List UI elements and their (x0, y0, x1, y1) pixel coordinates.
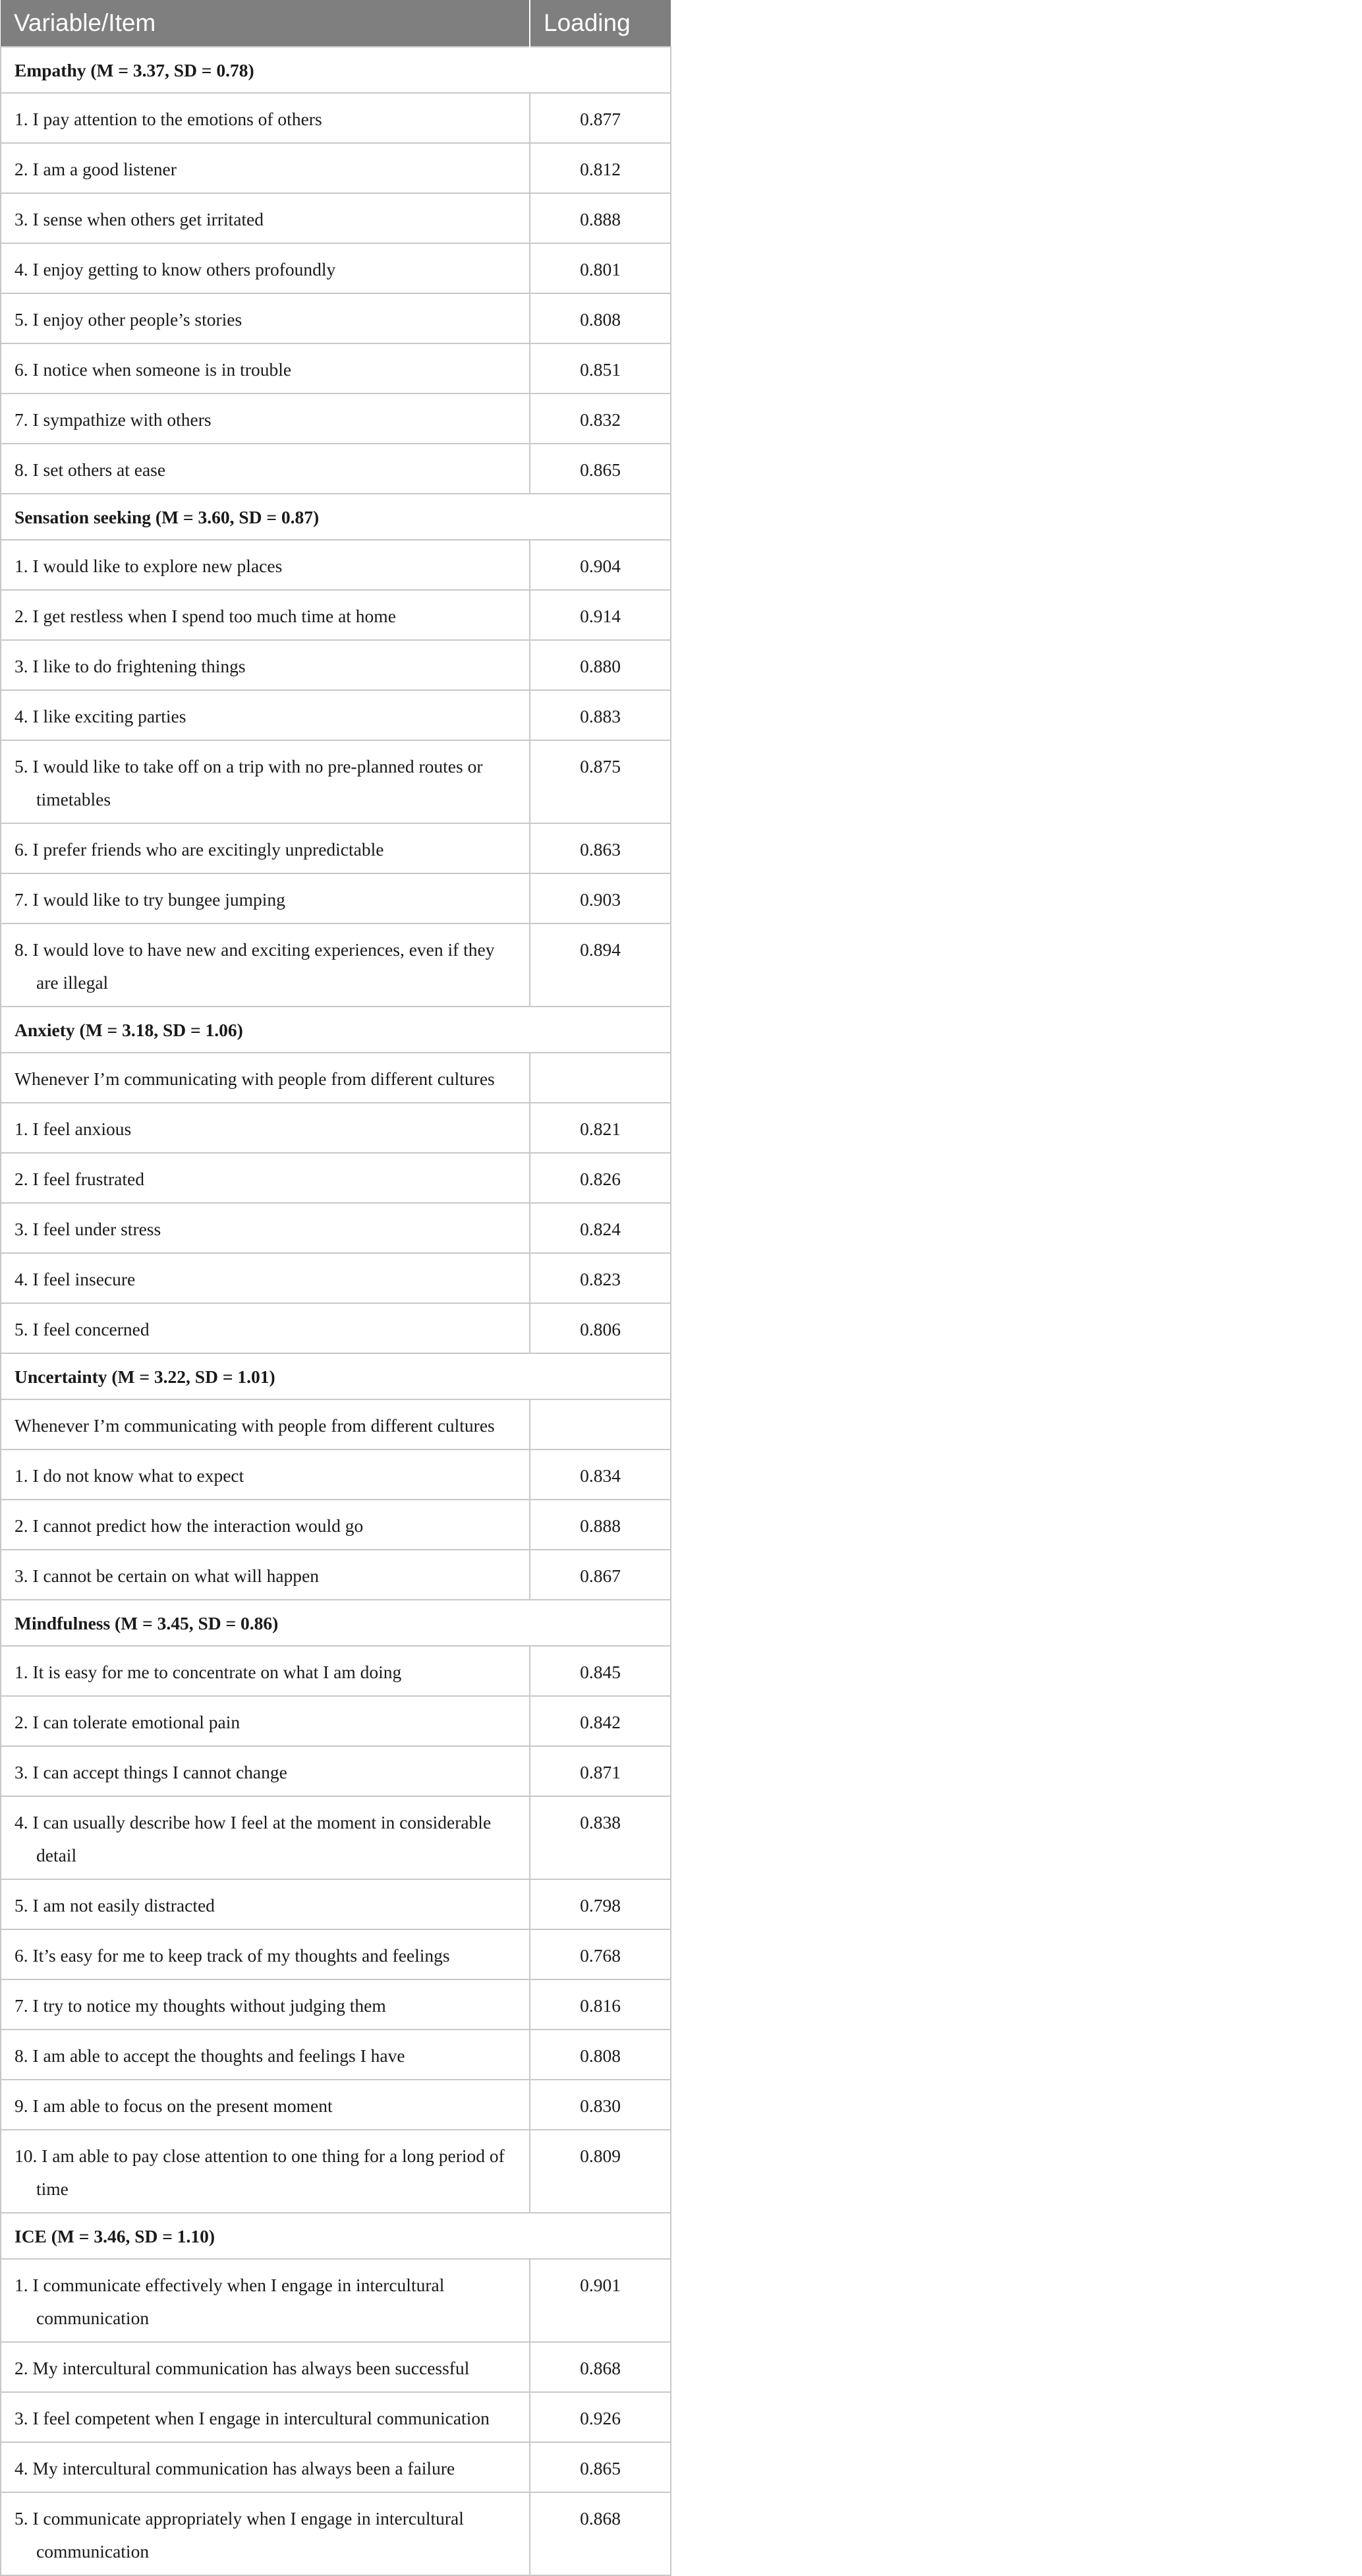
item-loading: 0.914 (530, 590, 671, 640)
item-cell (1, 2130, 530, 2213)
item-loading: 0.808 (530, 293, 671, 343)
item-cell (1, 444, 530, 494)
item-cell (1, 1303, 530, 1353)
section-row (1, 1353, 671, 1399)
section-title: Anxiety (M = 3.18, SD = 1.06) (1, 1007, 671, 1053)
table-row (1, 1796, 671, 1879)
table-row (1, 640, 671, 690)
item-text: 2. I can tolerate emotional pain (14, 1712, 241, 1732)
item-text: 8. I am able to accept the thoughts and feelings I have (14, 2045, 405, 2066)
table-row (1, 1303, 671, 1353)
item-loading: 0.842 (530, 1696, 671, 1746)
table-row (1, 1929, 671, 1979)
table-row (1, 193, 671, 243)
item-text: 8. I set others at ease (14, 459, 166, 480)
item-loading: 0.798 (530, 1879, 671, 1929)
item-text: 6. It’s easy for me to keep track of my thoughts and feelings (14, 1945, 450, 1966)
item-cell (1, 93, 530, 143)
table-row (1, 1253, 671, 1303)
item-text: 5. I communicate appropriately when I engage in intercultural communication (14, 2508, 464, 2561)
item-text: 5. I feel concerned (14, 1319, 150, 1339)
table-row (1, 1153, 671, 1203)
item-cell (1, 1646, 530, 1696)
item-loading: 0.875 (530, 740, 671, 823)
item-loading: 0.901 (530, 2259, 671, 2342)
item-loading: 0.863 (530, 823, 671, 873)
table-row (1, 394, 671, 444)
table-row (1, 343, 671, 394)
item-text: 1. I pay attention to the emotions of others (14, 109, 322, 129)
table-row (1, 1879, 671, 1929)
item-text: 1. I do not know what to expect (14, 1465, 244, 1486)
section-row (1, 47, 671, 93)
item-cell (1, 293, 530, 343)
item-text: 1. I feel anxious (14, 1119, 132, 1139)
section-row (1, 2213, 671, 2259)
item-loading: 0.903 (530, 873, 671, 923)
item-cell (1, 823, 530, 873)
item-loading: 0.888 (530, 1500, 671, 1550)
table-row (1, 1203, 671, 1253)
header-variable-item: Variable/Item (1, 0, 530, 47)
item-cell (1, 740, 530, 823)
item-cell (1, 2080, 530, 2130)
item-text: 1. It is easy for me to concentrate on what I am doing (14, 1662, 402, 1682)
item-cell (1, 1929, 530, 1979)
item-loading: 0.830 (530, 2080, 671, 2130)
table-row (1, 2259, 671, 2342)
table-row (1, 590, 671, 640)
item-cell (1, 1203, 530, 1253)
section-row (1, 494, 671, 540)
item-cell (1, 343, 530, 394)
item-loading: 0.845 (530, 1646, 671, 1696)
item-text: 3. I cannot be certain on what will happen (14, 1566, 319, 1586)
item-cell (1, 2392, 530, 2442)
item-cell (1, 1696, 530, 1746)
item-text: 4. I like exciting parties (14, 706, 186, 726)
table-row (1, 2080, 671, 2130)
table-row (1, 540, 671, 590)
intro-row (1, 1053, 671, 1103)
item-cell (1, 873, 530, 923)
section-title: ICE (M = 3.46, SD = 1.10) (1, 2213, 671, 2259)
section-row (1, 1600, 671, 1646)
intro-loading-empty (530, 1053, 671, 1103)
table-row (1, 2392, 671, 2442)
item-cell (1, 2342, 530, 2392)
item-text: 7. I sympathize with others (14, 409, 212, 430)
item-cell (1, 243, 530, 293)
item-loading: 0.851 (530, 343, 671, 394)
item-cell (1, 1153, 530, 1203)
item-loading: 0.926 (530, 2392, 671, 2442)
table-row (1, 93, 671, 143)
item-loading: 0.768 (530, 1929, 671, 1979)
item-text: 6. I notice when someone is in trouble (14, 359, 292, 380)
item-text: 9. I am able to focus on the present moment (14, 2095, 333, 2116)
item-loading: 0.838 (530, 1796, 671, 1879)
item-loading: 0.823 (530, 1253, 671, 1303)
item-text: 8. I would love to have new and exciting experiences, even if they are illegal (14, 939, 495, 993)
table-row (1, 2030, 671, 2080)
item-text: 1. I would like to explore new places (14, 556, 283, 576)
item-text: 3. I sense when others get irritated (14, 209, 264, 229)
section-title: Uncertainty (M = 3.22, SD = 1.01) (1, 1353, 671, 1399)
table-row (1, 873, 671, 923)
item-text: 2. I get restless when I spend too much time at home (14, 606, 396, 626)
item-loading: 0.894 (530, 923, 671, 1007)
item-loading: 0.834 (530, 1449, 671, 1500)
item-cell (1, 1449, 530, 1500)
item-loading: 0.877 (530, 93, 671, 143)
item-text: 5. I enjoy other people’s stories (14, 309, 242, 330)
item-cell (1, 640, 530, 690)
item-loading: 0.880 (530, 640, 671, 690)
loadings-table (0, 0, 671, 2576)
item-text: 4. I feel insecure (14, 1269, 136, 1289)
table-row (1, 293, 671, 343)
item-cell (1, 1796, 530, 1879)
item-text: 5. I am not easily distracted (14, 1895, 215, 1916)
section-title: Mindfulness (M = 3.45, SD = 0.86) (1, 1600, 671, 1646)
item-cell (1, 2030, 530, 2080)
item-cell (1, 540, 530, 590)
item-loading: 0.865 (530, 444, 671, 494)
item-loading: 0.809 (530, 2130, 671, 2213)
table-row (1, 1500, 671, 1550)
table-row (1, 1696, 671, 1746)
item-loading: 0.883 (530, 690, 671, 740)
item-text: 7. I would like to try bungee jumping (14, 889, 285, 910)
item-loading: 0.812 (530, 143, 671, 193)
item-loading: 0.801 (530, 243, 671, 293)
table-row (1, 444, 671, 494)
item-text: 2. My intercultural communication has always been successful (14, 2358, 470, 2378)
section-title: Sensation seeking (M = 3.60, SD = 0.87) (1, 494, 671, 540)
table-row (1, 2130, 671, 2213)
table-row (1, 1746, 671, 1796)
table-row (1, 740, 671, 823)
table-row (1, 2442, 671, 2492)
item-loading: 0.808 (530, 2030, 671, 2080)
table-row (1, 823, 671, 873)
section-row (1, 1007, 671, 1053)
item-text: 3. I feel competent when I engage in intercultural communication (14, 2408, 490, 2428)
item-text: 4. My intercultural communication has always been a failure (14, 2458, 455, 2478)
table-row (1, 243, 671, 293)
table-row (1, 690, 671, 740)
item-text: 2. I cannot predict how the interaction would go (14, 1515, 364, 1536)
header-loading: Loading (530, 0, 671, 47)
intro-text: Whenever I’m communicating with people from different cultures (1, 1053, 530, 1103)
item-cell (1, 690, 530, 740)
item-loading: 0.816 (530, 1979, 671, 2030)
intro-row (1, 1399, 671, 1449)
item-text: 3. I can accept things I cannot change (14, 1762, 287, 1782)
item-loading: 0.871 (530, 1746, 671, 1796)
item-cell (1, 1979, 530, 2030)
item-text: 5. I would like to take off on a trip with no pre-planned routes or timetables (14, 756, 483, 809)
item-loading: 0.824 (530, 1203, 671, 1253)
item-cell (1, 2259, 530, 2342)
item-loading: 0.868 (530, 2492, 671, 2575)
item-text: 4. I enjoy getting to know others profoundly (14, 259, 336, 279)
table-row (1, 143, 671, 193)
item-text: 7. I try to notice my thoughts without judging them (14, 1995, 386, 2016)
item-text: 2. I feel frustrated (14, 1169, 144, 1189)
table-row (1, 1550, 671, 1600)
table-body (1, 47, 671, 2575)
table-row (1, 2342, 671, 2392)
item-cell (1, 1746, 530, 1796)
table-row (1, 1979, 671, 2030)
item-cell (1, 193, 530, 243)
item-cell (1, 590, 530, 640)
item-text: 6. I prefer friends who are excitingly unpredictable (14, 839, 384, 860)
item-text: 10. I am able to pay close attention to one thing for a long period of time (14, 2146, 505, 2199)
table-header-row (1, 0, 671, 47)
item-cell (1, 1103, 530, 1153)
table-row (1, 923, 671, 1007)
item-cell (1, 1253, 530, 1303)
table-row (1, 1449, 671, 1500)
item-text: 3. I feel under stress (14, 1219, 161, 1239)
item-text: 3. I like to do frightening things (14, 656, 246, 676)
item-cell (1, 1500, 530, 1550)
item-cell (1, 923, 530, 1007)
intro-loading-empty (530, 1399, 671, 1449)
item-loading: 0.806 (530, 1303, 671, 1353)
item-text: 1. I communicate effectively when I engage in intercultural communication (14, 2275, 445, 2328)
item-cell (1, 394, 530, 444)
item-loading: 0.821 (530, 1103, 671, 1153)
item-text: 2. I am a good listener (14, 159, 177, 179)
table-row (1, 1646, 671, 1696)
item-cell (1, 1879, 530, 1929)
table-row (1, 2492, 671, 2575)
intro-text: Whenever I’m communicating with people from different cultures (1, 1399, 530, 1449)
item-loading: 0.904 (530, 540, 671, 590)
item-cell (1, 2492, 530, 2575)
item-loading: 0.888 (530, 193, 671, 243)
section-title: Empathy (M = 3.37, SD = 0.78) (1, 47, 671, 93)
item-loading: 0.865 (530, 2442, 671, 2492)
item-cell (1, 2442, 530, 2492)
item-cell (1, 143, 530, 193)
item-loading: 0.826 (530, 1153, 671, 1203)
item-loading: 0.867 (530, 1550, 671, 1600)
table-row (1, 1103, 671, 1153)
item-loading: 0.868 (530, 2342, 671, 2392)
item-loading: 0.832 (530, 394, 671, 444)
item-text: 4. I can usually describe how I feel at the moment in considerable detail (14, 1812, 492, 1865)
item-cell (1, 1550, 530, 1600)
